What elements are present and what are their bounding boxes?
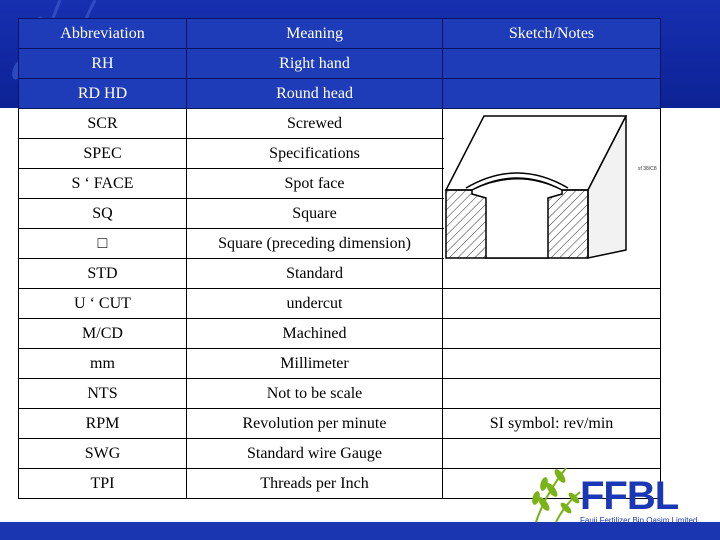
notes-cell <box>443 379 661 409</box>
abbr-cell: NTS <box>19 379 187 409</box>
abbr-cell: M/CD <box>19 319 187 349</box>
table-row <box>19 49 661 79</box>
spot-face-sketch <box>444 110 660 262</box>
meaning-cell: Square (preceding dimension) <box>187 229 443 259</box>
column-header-notes: Sketch/Notes <box>443 19 661 49</box>
meaning-cell: Standard wire Gauge <box>187 439 443 469</box>
abbr-cell: SQ <box>19 199 187 229</box>
table-row <box>19 409 661 439</box>
notes-cell <box>443 49 661 79</box>
abbr-cell: SWG <box>19 439 187 469</box>
sketch-tiny-label: sf 38/C8 <box>638 166 657 172</box>
meaning-cell: Screwed <box>187 109 443 139</box>
meaning-cell: Millimeter <box>187 349 443 379</box>
table-row <box>19 349 661 379</box>
ffbl-logo-text: FFBL <box>580 474 679 518</box>
meaning-cell: undercut <box>187 289 443 319</box>
notes-cell: SI symbol: rev/min <box>443 409 661 439</box>
notes-cell <box>443 79 661 109</box>
meaning-cell: Not to be scale <box>187 379 443 409</box>
meaning-cell: Revolution per minute <box>187 409 443 439</box>
spot-face-drawing <box>444 110 660 262</box>
abbr-cell: U ‘ CUT <box>19 289 187 319</box>
abbr-cell: RH <box>19 49 187 79</box>
table-row <box>19 259 661 289</box>
notes-cell <box>443 319 661 349</box>
abbr-cell: STD <box>19 259 187 289</box>
abbr-cell: SPEC <box>19 139 187 169</box>
meaning-cell: Machined <box>187 319 443 349</box>
table-header-row <box>19 19 661 49</box>
abbr-cell: RD HD <box>19 79 187 109</box>
ffbl-logo-subtitle: Fauji Fertilizer Bin Qasim Limited <box>580 516 698 525</box>
meaning-cell: Threads per Inch <box>187 469 443 499</box>
abbr-cell: SCR <box>19 109 187 139</box>
column-header-abbreviation: Abbreviation <box>19 19 187 49</box>
meaning-cell: Standard <box>187 259 443 289</box>
table-row <box>19 289 661 319</box>
table-row <box>19 319 661 349</box>
notes-cell <box>443 349 661 379</box>
table-row <box>19 379 661 409</box>
abbr-cell: mm <box>19 349 187 379</box>
abbr-cell: S ‘ FACE <box>19 169 187 199</box>
meaning-cell: Spot face <box>187 169 443 199</box>
column-header-meaning: Meaning <box>187 19 443 49</box>
abbr-cell: TPI <box>19 469 187 499</box>
abbr-cell: RPM <box>19 409 187 439</box>
notes-cell <box>443 259 661 289</box>
abbr-cell: □ <box>19 229 187 259</box>
table-row <box>19 79 661 109</box>
meaning-cell: Square <box>187 199 443 229</box>
meaning-cell: Specifications <box>187 139 443 169</box>
meaning-cell: Round head <box>187 79 443 109</box>
notes-cell <box>443 289 661 319</box>
meaning-cell: Right hand <box>187 49 443 79</box>
